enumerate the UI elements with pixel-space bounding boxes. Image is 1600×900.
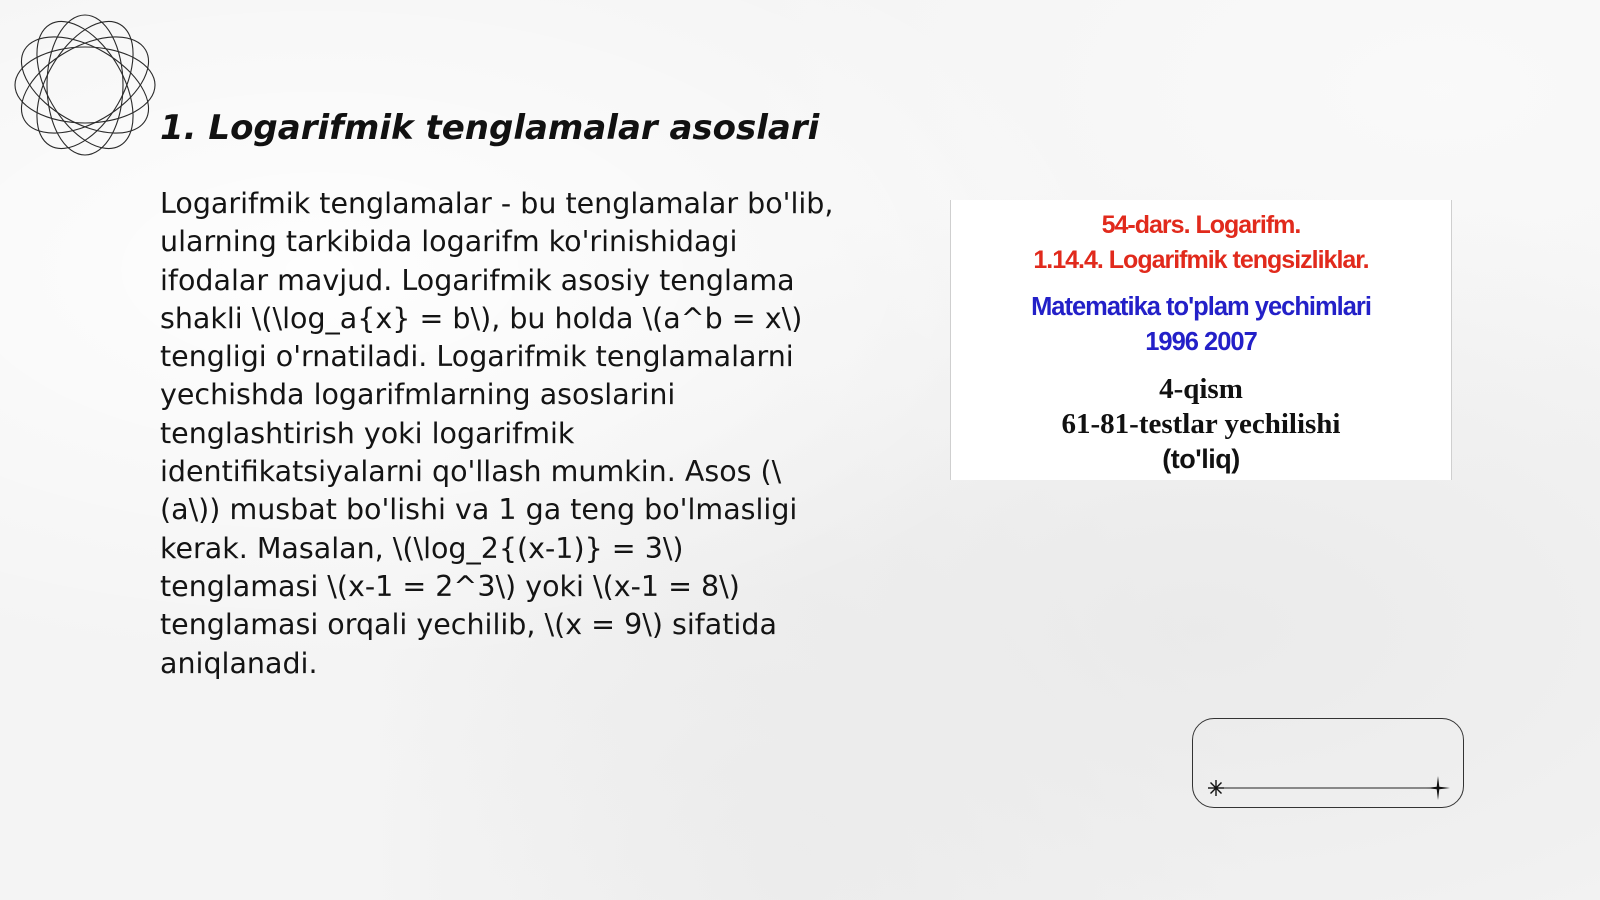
book-complete-line: (to'liq) — [1162, 444, 1240, 474]
slide-title: 1. Logarifmik tenglamalar asoslari — [160, 108, 820, 148]
book-cover-blue-block — [951, 278, 1451, 360]
book-part-line: 4-qism — [1159, 373, 1243, 405]
book-years-line: 1996 2007 — [1145, 328, 1257, 356]
sparkle-icon — [1426, 776, 1450, 800]
book-tests-line: 61-81-testlar yechilishi — [1061, 408, 1341, 440]
star-burst-icon — [1208, 780, 1224, 796]
book-topic-line: 1.14.4. Logarifmik tengsizliklar. — [1033, 246, 1369, 274]
slide-body-text: Logarifmik tenglamalar - bu tenglamalar bo'lib, ularning tarkibida logarifm ko'rinishidagi ifodalar mavjud. Logarifmik asosiy tenglama shakli \(\log_a{x} = b\), bu holda \(a^b = x\) tengligi o'rnatiladi. Logarifmik tenglamalarni yechishda logarifmlarning asoslarini tenglashtirish yoki logarifmik identifikatsiyalarni qo'llash mumkin. Asos (\(a\)) musbat bo'lishi va 1 ga teng bo'lmasligi kerak. Masalan, \(\log_2{(x-1)} = 3\) tenglamasi \(x-1 = 2^3\) yoki \(x-1 = 8\) tenglamasi orqali yechilib, \(x = 9\) sifatida aniqlanadi. — [160, 187, 834, 680]
book-cover-black-block — [951, 360, 1451, 477]
decorative-line — [1192, 760, 1464, 810]
book-collection-line: Matematika to'plam yechimlari — [1031, 293, 1371, 321]
circle-rosette-ornament-icon — [10, 10, 160, 160]
book-cover-red-block — [951, 200, 1451, 278]
book-cover-image — [950, 200, 1452, 480]
book-lesson-line: 54-dars. Logarifm. — [1101, 211, 1301, 239]
